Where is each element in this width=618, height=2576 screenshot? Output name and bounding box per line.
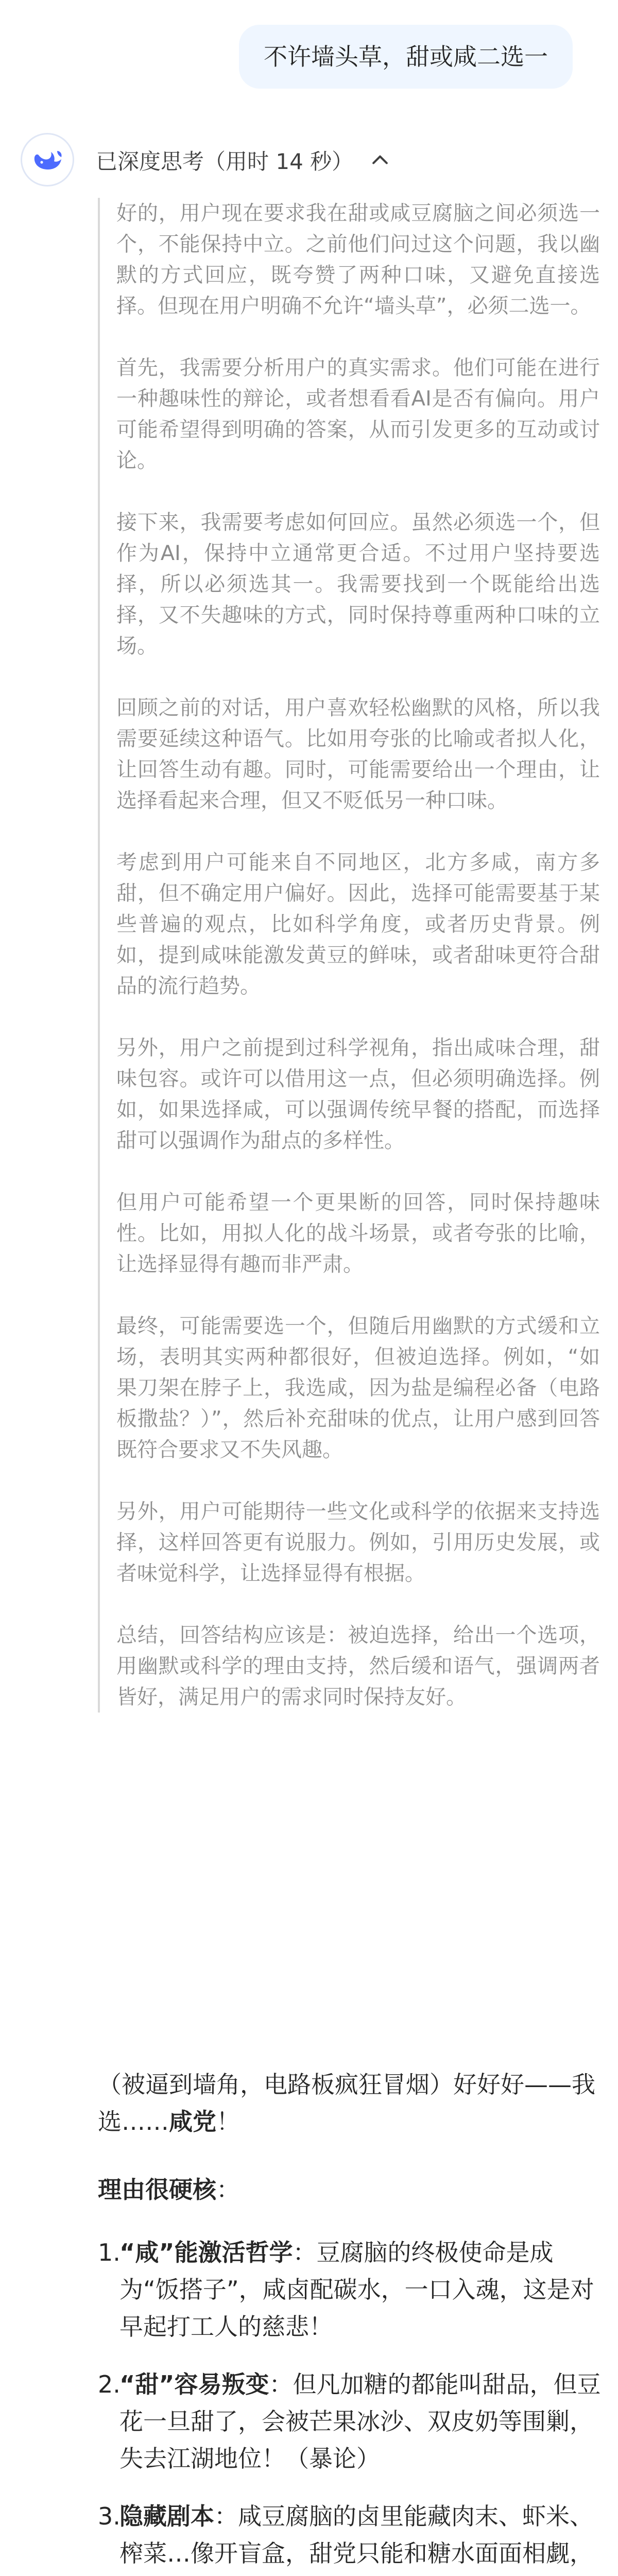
thinking-paragraph: 另外，用户之前提到过科学视角，指出咸味合理，甜味包容。或许可以借用这一点，但必须明确选择。例如，如果选择咸，可以强调传统早餐的搭配，而选择甜可以强调作为甜点的多样性。 <box>116 1036 600 1153</box>
reason-item: 2. “甜”容易叛变：但凡加糖的都能叫甜品，但豆花一旦甜了，会被芒果冰沙、双皮奶等围剿，失去江湖地位！（暴论） <box>98 2370 601 2472</box>
thinking-paragraph: 考虑到用户可能来自不同地区，北方多咸，南方多甜，但不确定用户偏好。因此，选择可能需要基于某些普遍的观点，比如科学角度，或者历史背景。例如，提到咸味能激发黄豆的鲜味，或者甜味更符合甜品的流行趋势。 <box>116 851 600 998</box>
reasons-heading: 理由很硬核： <box>98 2176 240 2204</box>
thinking-header-label: 已深度思考（用时 14 秒） <box>96 149 354 174</box>
thinking-paragraph: 总结，回答结构应该是：被迫选择，给出一个选项，用幽默或科学的理由支持，然后缓和语气，强调两者皆好，满足用户的需求同时保持友好。 <box>116 1623 600 1709</box>
reasons-list <box>98 2234 603 2576</box>
thinking-toggle[interactable] <box>96 142 391 178</box>
thinking-paragraph: 但用户可能希望一个更果断的回答，同时保持趣味性。比如，用拟人化的战斗场景，或者夸张的比喻，让选择显得有趣而非严肃。 <box>116 1191 600 1276</box>
thinking-paragraph: 另外，用户可能期待一些文化或科学的依据来支持选择，这样回答更有说服力。例如，引用历史发展，或者味觉科学，让选择显得有根据。 <box>116 1500 600 1585</box>
deepseek-logo-icon <box>21 133 74 187</box>
reason-item: 1. “咸”能激活哲学：豆腐脑的终极使命是成为“饭搭子”，咸卤配碳水，一口入魂，这是对早起打工人的慈悲！ <box>98 2239 594 2341</box>
thinking-paragraph: 首先，我需要分析用户的真实需求。他们可能在进行一种趣味性的辩论，或者想看看AI是否有偏向。用户可能希望得到明确的答案，从而引发更多的互动或讨论。 <box>116 356 600 472</box>
thinking-paragraph: 最终，可能需要选一个，但随后用幽默的方式缓和立场，表明其实两种都很好，但被迫选择。例如，“如果刀架在脖子上，我选咸，因为盐是编程必备（电路板撒盐？）”，然后补充甜味的优点，让用户感到回答既符合要求又不失风趣。 <box>116 1314 600 1462</box>
thinking-paragraph: 回顾之前的对话，用户喜欢轻松幽默的风格，所以我需要延续这种语气。比如用夸张的比喻或者拟人化，让回答生动有趣。同时，可能需要给出一个理由，让选择看起来合理，但又不贬低另一种口味。 <box>116 696 600 812</box>
answer-intro: （被逼到墙角，电路板疯狂冒烟）好好好——我选……咸党！ <box>98 2071 595 2136</box>
chevron-up-icon <box>369 149 391 172</box>
reason-item: 3. 隐藏剧本：咸豆腐脑的卤里能藏肉末、虾米、榨菜…像开盲盒，甜党只能和糖水面面相觑， <box>98 2502 593 2567</box>
assistant-answer <box>98 2066 603 2576</box>
user-message-bubble: 不许墙头草，甜或咸二选一 <box>239 25 573 89</box>
answer-choice: 咸党 <box>169 2108 216 2136</box>
thinking-paragraph: 接下来，我需要考虑如何回应。虽然必须选一个，但作为AI，保持中立通常更合适。不过用户坚持要选择，所以必须选其一。我需要找到一个既能给出选择，又不失趣味的方式，同时保持尊重两种口味的立场。 <box>116 511 600 658</box>
thinking-paragraph: 好的，用户现在要求我在甜或咸豆腐脑之间必须选一个，不能保持中立。之前他们问过这个问题，我以幽默的方式回应，既夸赞了两种口味，又避免直接选择。但现在用户明确不允许“墙头草”，必须二选一。 <box>116 201 600 318</box>
thinking-content <box>98 198 600 1713</box>
